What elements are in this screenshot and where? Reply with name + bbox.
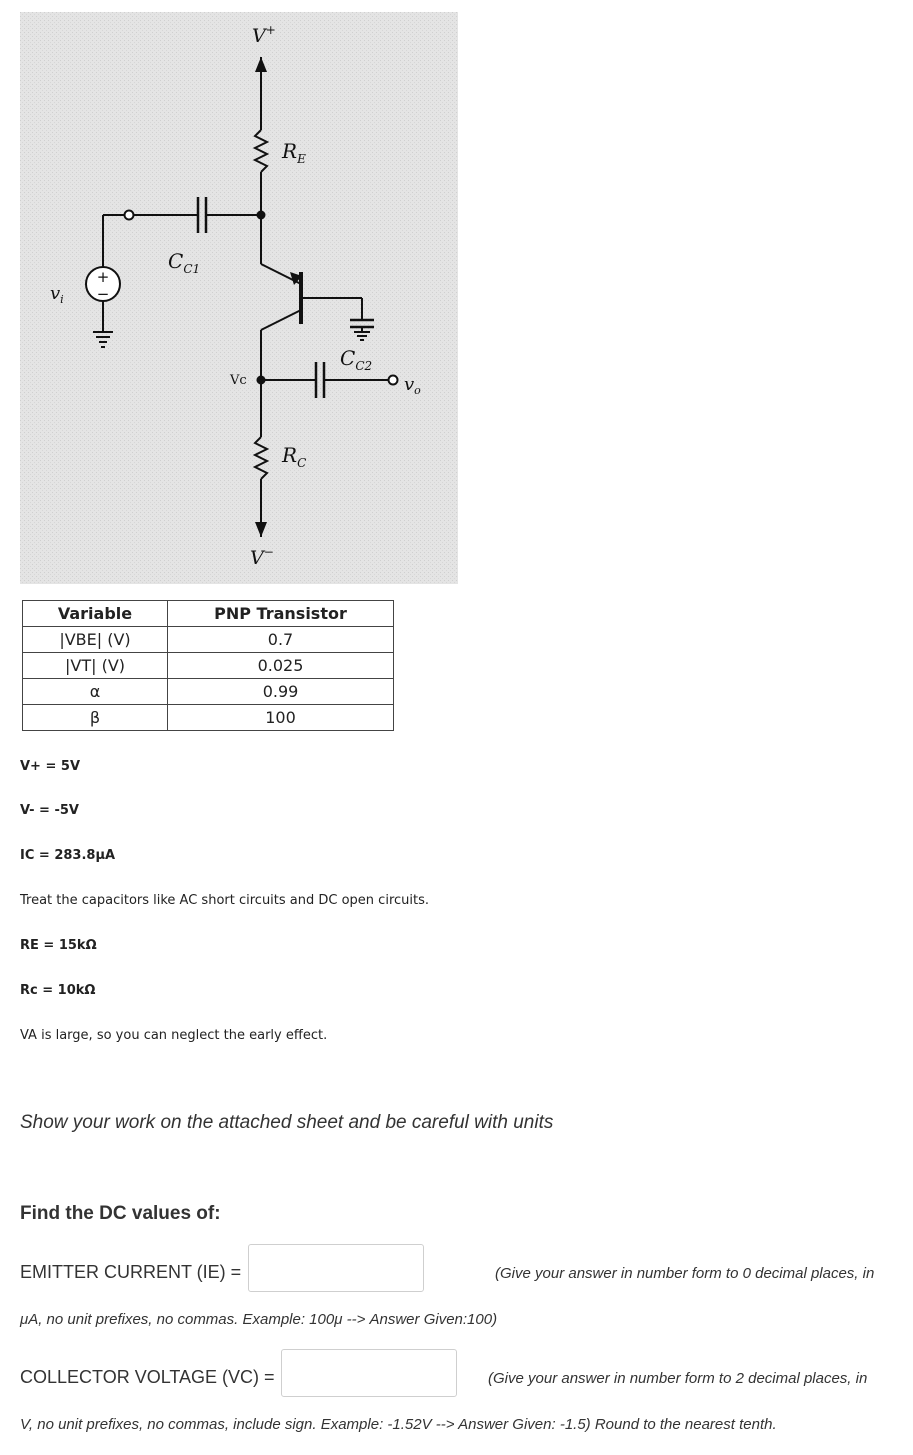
table-header-pnp: PNP Transistor [168,601,394,627]
table-header-row [23,601,394,627]
emitter-current-input[interactable] [248,1244,424,1292]
find-dc-header: Find the DC values of: [20,1203,221,1224]
collector-voltage-input[interactable] [281,1349,457,1397]
table-header-variable: Variable [23,601,168,627]
vi-label: $v_i$ [50,283,64,306]
table-row [23,705,394,731]
rc-label: $R_C$ [282,443,307,470]
v-plus-label: V+ [252,23,276,47]
circuit-diagram [20,12,458,584]
table-cell-value: 0.7 [168,627,394,653]
given-ic: IC = 283.8μA [20,848,116,863]
given-vminus: V- = -5V [20,803,79,818]
source-plus-sign: + [96,268,110,286]
table-cell-variable: β [23,705,168,731]
cc1-label: $C_{C1}$ [168,249,201,276]
collector-voltage-label: COLLECTOR VOLTAGE (VC) = [20,1367,275,1387]
collector-voltage-hint-cont: V, no unit prefixes, no commas, include sign. Example: -1.52V --> Answer Given: -1.5) Round to the nearest tenth. [20,1416,777,1433]
table-row [23,627,394,653]
collector-voltage-hint: (Give your answer in number form to 2 decimal places, in [488,1370,868,1387]
v-minus-label: V− [250,545,274,569]
table-cell-value: 0.99 [168,679,394,705]
table-row [23,653,394,679]
emitter-current-label: EMITTER CURRENT (IE) = [20,1262,242,1282]
emitter-current-hint: (Give your answer in number form to 0 decimal places, in [495,1265,875,1282]
table-cell-value: 0.025 [168,653,394,679]
show-work-instruction: Show your work on the attached sheet and be careful with units [20,1112,554,1133]
given-rc: Rc = 10kΩ [20,983,96,998]
table-cell-variable: α [23,679,168,705]
given-re: RE = 15kΩ [20,938,97,953]
diagram-background [20,12,458,584]
table-cell-variable: |VT| (V) [23,653,168,679]
emitter-current-hint-cont: μA, no unit prefixes, no commas. Example: 100μ --> Answer Given:100) [20,1311,498,1328]
vc-label: Vc [230,373,247,388]
early-effect-note: VA is large, so you can neglect the early effect. [20,1028,328,1043]
table-cell-variable: |VBE| (V) [23,627,168,653]
vo-label: $v_o$ [404,374,421,397]
table-row [23,679,394,705]
parameter-table [22,600,394,731]
table-cell-value: 100 [168,705,394,731]
cc2-label: $C_{C2}$ [340,346,373,373]
re-label: $R_E$ [282,139,306,166]
given-vplus: V+ = 5V [20,759,81,774]
source-minus-sign: − [96,285,110,303]
capacitor-note: Treat the capacitors like AC short circuits and DC open circuits. [20,893,429,908]
